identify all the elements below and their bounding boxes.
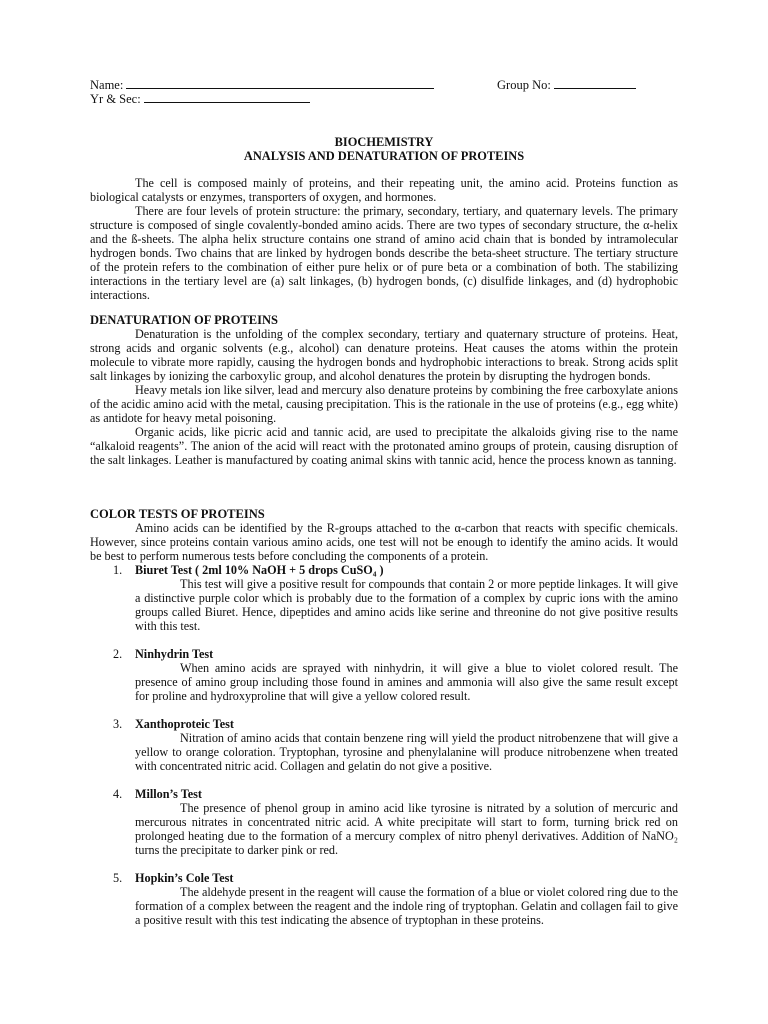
group-label: Group No: <box>497 78 551 92</box>
color-tests-heading: COLOR TESTS OF PROTEINS <box>90 507 265 521</box>
test-title: Xanthoproteic Test <box>135 717 234 731</box>
denaturation-paragraph-2: Heavy metals ion like silver, lead and mercury also denature proteins by combining the free carboxylate anions of the acidic amino acid with the metal, causing precipitation. This is the rationale in the use of proteins (e.g., egg white) as antidote for heavy metal poisoning. <box>90 383 678 425</box>
yrsec-label: Yr & Sec: <box>90 92 141 106</box>
test-description: This test will give a positive result for compounds that contain 2 or more peptide linkages. It will give a distinctive purple color which is probably due to the formation of a complex by cupric ions with the amino groups called Biuret. Hence, dipeptides and amino acids like serine and threonine do not give positive results with this test. <box>135 577 678 633</box>
intro-paragraph-1: The cell is composed mainly of proteins, and their repeating unit, the amino acid. Proteins function as biological catalysts or enzymes, transporters of oxygen, and hormones. <box>90 176 678 204</box>
test-item <box>90 563 678 633</box>
denaturation-paragraph-1: Denaturation is the unfolding of the complex secondary, tertiary and quaternary structure of proteins. Heat, strong acids and organic solvents (e.g., alcohol) can denature proteins. Heat causes the atoms within the protein molecule to vibrate more rapidly, causing the hydrogen bonds and hydrophobic interactions to break. Strong acids split salt linkages by ionizing the carboxylic group, and alcohol denatures the protein by disrupting the hydrogen bonds. <box>90 327 678 383</box>
denaturation-heading: DENATURATION OF PROTEINS <box>90 313 278 327</box>
yrsec-field[interactable] <box>90 90 310 107</box>
denaturation-section <box>90 313 678 467</box>
yrsec-blank[interactable] <box>144 90 310 103</box>
doc-title <box>0 135 768 163</box>
test-title: Biuret Test ( 2ml 10% NaOH + 5 drops CuSO₄ ) <box>135 563 384 577</box>
title-line-2: ANALYSIS AND DENATURATION OF PROTEINS <box>243 149 525 163</box>
test-description: When amino acids are sprayed with ninhydrin, it will give a blue to violet colored result. The presence of amino group including those found in amines and ammonia will also give the same result except for proline and hydroxyproline that will give a yellow colored result. <box>135 661 678 703</box>
group-field[interactable] <box>497 76 636 93</box>
test-number: 5. <box>113 871 123 885</box>
test-description: The presence of phenol group in amino acid like tyrosine is nitrated by a solution of mercuric and mercurous nitrates in concentrated nitric acid. A white precipitate will start to form, turning brick red on prolonged heating due to the formation of a mercury complex of nitro phenyl derivatives. Addition of NaNO₂ turns the precipitate to darker pink or red. <box>135 801 678 857</box>
title-line-1: BIOCHEMISTRY <box>334 135 434 149</box>
test-title: Hopkin’s Cole Test <box>135 871 234 885</box>
test-title: Millon’s Test <box>135 787 202 801</box>
intro-paragraph-2: There are four levels of protein structure: the primary, secondary, tertiary, and quaternary levels. The primary structure is composed of single covalently-bonded amino acids. There are two types of secondary structure, the α-helix and the ß-sheets. The alpha helix structure contains one strand of amino acid chain that is bonded by intramolecular hydrogen bonds. Two chains that are linked by hydrogen bonds describe the beta-sheet structure. The tertiary structure of the protein refers to the combination of either pure helix or of pure beta or a combination of both. The stabilizing interactions in the tertiary level are (a) salt linkages, (b) hydrogen bonds, (c) disulfide linkages, and (d) hydrophobic interactions. <box>90 204 678 302</box>
group-blank[interactable] <box>554 76 636 89</box>
denaturation-paragraph-3: Organic acids, like picric acid and tannic acid, are used to precipitate the alkaloids giving rise to the name “alkaloid reagents”. The anion of the acid will react with the protonated amino groups of protein, causing disruption of the salt linkages. Leather is manufactured by coating animal skins with tannic acid, hence the process known as tanning. <box>90 425 678 467</box>
color-tests-intro: Amino acids can be identified by the R-groups attached to the α-carbon that reacts with specific chemicals. However, since proteins contain various amino acids, one test will not be enough to identify the amino acids. It would be best to perform numerous tests before concluding the components of a protein. <box>90 521 678 563</box>
test-number: 2. <box>113 647 123 661</box>
test-number: 3. <box>113 717 123 731</box>
name-blank[interactable] <box>126 76 434 89</box>
test-description: Nitration of amino acids that contain benzene ring will yield the product nitrobenzene that will give a yellow to orange coloration. Tryptophan, tyrosine and phenylalanine will produce nitrobenzene when treated with concentrated nitric acid. Collagen and gelatin do not give a positive. <box>135 731 678 773</box>
test-item <box>90 787 678 857</box>
test-title: Ninhydrin Test <box>135 647 214 661</box>
color-tests-section <box>90 507 678 927</box>
test-item <box>90 717 678 773</box>
intro-section <box>90 176 678 302</box>
test-number: 1. <box>113 563 123 577</box>
test-item <box>90 647 678 703</box>
name-label: Name: <box>90 78 124 92</box>
test-item <box>90 871 678 927</box>
test-number: 4. <box>113 787 123 801</box>
test-description: The aldehyde present in the reagent will cause the formation of a blue or violet colored ring due to the formation of a complex between the reagent and the indole ring of tryptophan. Gelatin and collagen fail to give a positive result with this test indicating the absence of tryptophan in these proteins. <box>135 885 678 927</box>
